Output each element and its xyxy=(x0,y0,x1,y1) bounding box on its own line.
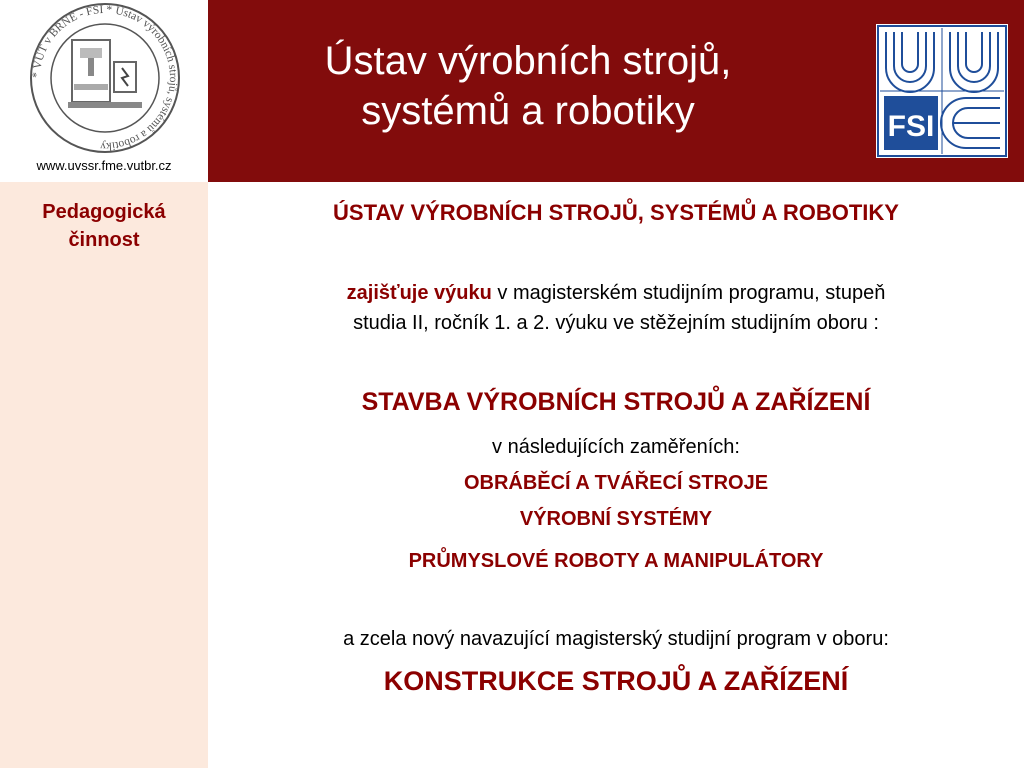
design-program-title: KONSTRUKCE STROJŮ A ZAŘÍZENÍ xyxy=(383,666,849,696)
section-title-line1: Pedagogická xyxy=(42,201,166,223)
university-seal-logo xyxy=(22,2,188,154)
section-title xyxy=(0,198,208,254)
specialization-item: OBRÁBĚCÍ A TVÁŘECÍ STROJE xyxy=(463,472,769,494)
page-title-line2: systémů a robotiky xyxy=(361,89,695,133)
specialization-item: PRŮMYSLOVÉ ROBOTY A MANIPULÁTORY xyxy=(408,550,824,572)
fsi-logo-graphic xyxy=(876,24,1008,158)
specializations-intro: v následujících zaměřeních: xyxy=(492,436,740,458)
main-content xyxy=(208,182,1024,768)
header-banner xyxy=(208,0,1024,182)
logo-area xyxy=(0,0,208,182)
page-title-line1: Ústav výrobních strojů, xyxy=(324,39,732,83)
section-title-line2: činnost xyxy=(68,229,140,251)
intro-bold-phrase: zajišťuje výuku xyxy=(346,282,492,304)
new-program-intro: a zcela nový navazující magisterský studijní program v oboru: xyxy=(343,628,889,650)
seal-text: * VUT v BRNĚ - FSI * Ústav výrobních strojů, systémů a robotiky xyxy=(30,3,180,153)
intro-line1 xyxy=(208,282,1024,305)
study-program-title: STAVBA VÝROBNÍCH STROJŮ A ZAŘÍZENÍ xyxy=(361,388,871,416)
fsi-logo xyxy=(876,24,1008,158)
specialization-item: VÝROBNÍ SYSTÉMY xyxy=(519,508,713,530)
institute-url[interactable]: www.uvssr.fme.vutbr.cz xyxy=(36,158,172,173)
sidebar xyxy=(0,0,208,768)
intro-line2: studia II, ročník 1. a 2. výuku ve stěžejním studijním oboru : xyxy=(353,312,879,334)
institute-heading: ÚSTAV VÝROBNÍCH STROJŮ, SYSTÉMŮ A ROBOTIKY xyxy=(333,200,899,225)
intro-line1-rest: v magisterském studijním programu, stupeň xyxy=(491,282,886,304)
page-title xyxy=(268,36,788,136)
fsi-logo-text: FSI xyxy=(887,110,935,143)
